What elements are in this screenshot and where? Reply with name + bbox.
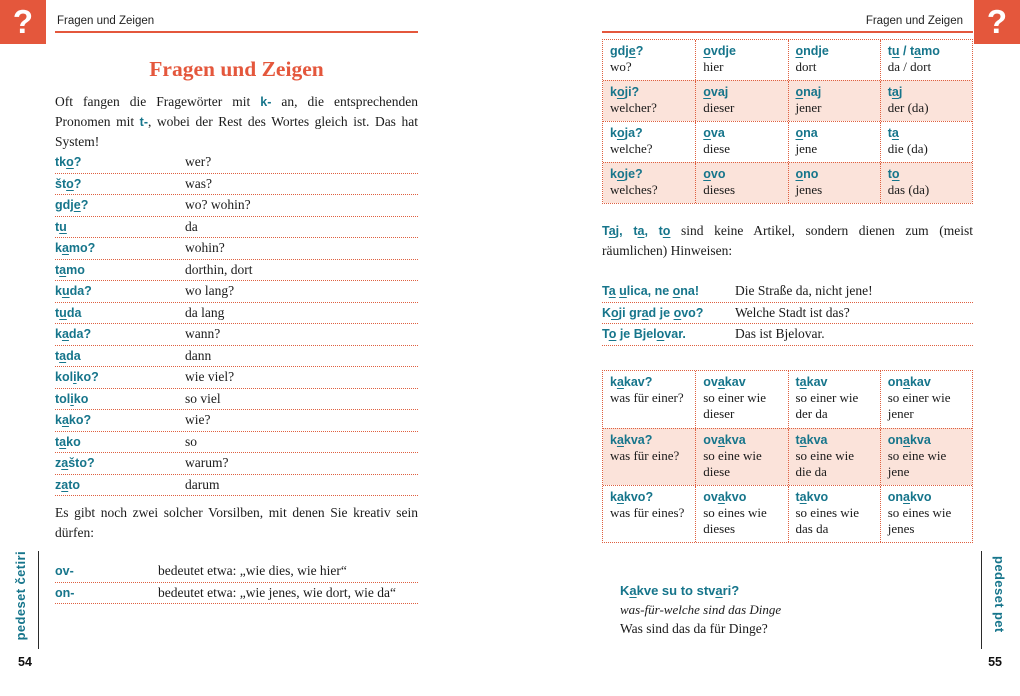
german-translation: dorthin, dort xyxy=(185,261,253,277)
question-mark-icon: ? xyxy=(986,3,1008,40)
croatian-term: kuda? xyxy=(55,284,92,298)
croatian-term: koje? xyxy=(610,167,643,181)
croatian-term: gdje? xyxy=(610,44,644,58)
german-translation: Das ist Bjelovar. xyxy=(735,326,825,341)
table-cell xyxy=(880,163,972,203)
question-mark-badge xyxy=(0,0,46,44)
table-row xyxy=(55,561,418,583)
german-translation: welche? xyxy=(610,141,653,156)
german-translation: wo? wohin? xyxy=(185,197,251,212)
german-translation: wohin? xyxy=(185,240,225,255)
word-for-word-gloss: was-für-welche sind das Dinge xyxy=(620,602,782,617)
croatian-term: takva xyxy=(795,433,828,447)
table-row xyxy=(603,40,972,80)
german-translation: so eines wie jenes xyxy=(887,505,952,536)
table-cell xyxy=(603,122,695,162)
croatian-term: onakvo xyxy=(887,490,932,504)
demonstrative-table xyxy=(602,39,973,204)
croatian-prefix: ov- xyxy=(55,564,74,578)
croatian-term: onakav xyxy=(887,375,931,389)
header-rule xyxy=(602,31,973,33)
table-row xyxy=(55,367,418,389)
german-translation: was? xyxy=(185,175,212,191)
german-translation: so eine wie die da xyxy=(795,448,854,479)
croatian-term: ovakav xyxy=(703,375,746,389)
table-cell xyxy=(603,429,695,485)
table-cell xyxy=(788,371,880,428)
croatian-term: to xyxy=(887,167,900,181)
german-translation: wo? xyxy=(610,59,632,74)
table-cell xyxy=(788,40,880,80)
table-cell xyxy=(880,371,972,428)
table-cell xyxy=(880,429,972,485)
table-row xyxy=(55,152,418,174)
question-mark-icon: ? xyxy=(12,3,34,40)
table-row xyxy=(603,121,972,162)
croatian-term: koji? xyxy=(610,85,640,99)
german-translation: diese xyxy=(703,141,730,156)
intro-text: , wobei der Rest des Wortes gleich ist. Das hat System! xyxy=(55,114,418,149)
table-cell xyxy=(603,371,695,428)
german-translation: da / dort xyxy=(887,59,932,74)
croatian-term: ovaj xyxy=(703,85,729,99)
table-row xyxy=(55,583,418,605)
table-row xyxy=(55,195,418,217)
croatian-term: tu / tamo xyxy=(887,44,940,58)
table-cell xyxy=(603,81,695,121)
margin-rule xyxy=(38,551,39,649)
croatian-term: tamo xyxy=(55,262,85,277)
margin-page-word: pedeset pet xyxy=(992,556,1007,633)
t-prefix-highlight: t- xyxy=(139,115,148,129)
croatian-term: tu xyxy=(55,219,67,234)
intro-text: Oft fangen die Fragewörter mit xyxy=(55,94,261,109)
outro-paragraph: Es gibt noch zwei solcher Vorsilben, mit denen Sie kreativ sein dürfen: xyxy=(55,505,418,540)
table-cell xyxy=(695,486,787,542)
running-head: Fragen und Zeigen xyxy=(865,15,963,27)
note-paragraph xyxy=(602,221,973,261)
german-translation: was für eine? xyxy=(610,448,680,463)
croatian-term: kakav? xyxy=(610,375,653,389)
table-row xyxy=(603,371,972,428)
croatian-term: ona xyxy=(795,126,818,140)
table-row xyxy=(55,475,418,497)
kakav-table xyxy=(602,370,973,543)
german-translation: so eine wie diese xyxy=(703,448,762,479)
table-row xyxy=(55,281,418,303)
croatian-sentence: To je Bjelovar. xyxy=(602,327,686,341)
croatian-term: kakva? xyxy=(610,433,653,447)
croatian-term: taj xyxy=(887,85,903,99)
german-translation: Die Straße da, nicht jene! xyxy=(735,283,873,298)
table-row xyxy=(55,174,418,196)
table-row xyxy=(55,324,418,346)
german-translation: so eine wie jene xyxy=(887,448,947,479)
german-translation: so eines wie dieses xyxy=(703,505,767,536)
table-cell xyxy=(880,40,972,80)
croatian-term: koja? xyxy=(610,126,643,140)
german-translation: darum xyxy=(185,476,220,492)
table-row xyxy=(55,432,418,454)
german-translation: jenes xyxy=(795,182,823,197)
table-cell xyxy=(695,429,787,485)
german-translation: was für einer? xyxy=(610,390,684,405)
croatian-term: zašto? xyxy=(55,456,95,470)
croatian-term: kada? xyxy=(55,327,92,341)
german-translation: wann? xyxy=(185,326,221,341)
german-translation: wo lang? xyxy=(185,283,235,298)
page-title: Fragen und Zeigen xyxy=(149,57,324,81)
table-cell xyxy=(880,122,972,162)
croatian-term: zato xyxy=(55,477,81,492)
german-translation: Welche Stadt ist das? xyxy=(735,304,850,320)
croatian-term: što? xyxy=(55,176,82,191)
german-translation: bedeutet etwa: „wie dies, wie hier“ xyxy=(158,563,347,578)
question-mark-badge xyxy=(974,0,1020,44)
table-cell xyxy=(695,122,787,162)
croatian-term: ovo xyxy=(703,167,726,181)
croatian-term: takvo xyxy=(795,490,829,504)
german-translation: da lang xyxy=(185,304,225,320)
table-cell xyxy=(880,486,972,542)
german-translation: wie? xyxy=(185,412,211,427)
table-cell xyxy=(788,429,880,485)
croatian-term: kamo? xyxy=(55,241,96,255)
german-translation: das (da) xyxy=(887,182,930,197)
intro-paragraph xyxy=(55,92,418,152)
german-translation: welcher? xyxy=(610,100,657,115)
croatian-term: onakva xyxy=(887,433,931,447)
taj-ta-to-highlight: Taj, ta, to xyxy=(602,224,671,238)
croatian-term: tuda xyxy=(55,305,82,320)
table-row xyxy=(602,281,973,303)
margin-rule xyxy=(981,551,982,649)
german-translation: welches? xyxy=(610,182,658,197)
croatian-term: toliko xyxy=(55,391,89,406)
table-row xyxy=(602,324,973,346)
german-translation: wer? xyxy=(185,154,212,169)
table-cell xyxy=(788,122,880,162)
croatian-term: ovakva xyxy=(703,433,746,447)
table-row xyxy=(55,260,418,282)
german-translation: dieser xyxy=(703,100,735,115)
question-word-table xyxy=(55,152,418,496)
example-sentence-table xyxy=(602,281,973,346)
croatian-term: kako? xyxy=(55,413,92,427)
table-cell xyxy=(788,163,880,203)
croatian-prefix: on- xyxy=(55,585,75,600)
german-translation: dieses xyxy=(703,182,736,197)
croatian-term: gdje? xyxy=(55,198,89,212)
german-translation: so xyxy=(185,433,198,449)
table-cell xyxy=(788,486,880,542)
german-translation: jener xyxy=(795,100,822,115)
croatian-sentence: Ta ulica, ne ona! xyxy=(602,284,700,298)
table-cell xyxy=(603,40,695,80)
croatian-term: ovdje xyxy=(703,44,736,58)
german-translation: da xyxy=(185,218,198,234)
german-translation: dort xyxy=(795,59,817,74)
croatian-term: tako xyxy=(55,434,81,449)
german-translation: warum? xyxy=(185,455,229,470)
table-row xyxy=(55,346,418,368)
table-row xyxy=(603,162,972,203)
prefix-table xyxy=(55,561,418,604)
table-cell xyxy=(695,163,787,203)
page-number: 55 xyxy=(988,655,1002,669)
croatian-term: ova xyxy=(703,126,725,140)
croatian-sentence: Koji grad je ovo? xyxy=(602,305,704,320)
page-number: 54 xyxy=(18,655,32,669)
german-translation: der (da) xyxy=(887,100,929,115)
table-row xyxy=(603,485,972,542)
croatian-term: ono xyxy=(795,167,819,181)
table-row xyxy=(603,428,972,485)
table-row xyxy=(602,303,973,325)
table-cell xyxy=(788,81,880,121)
german-translation: dann xyxy=(185,347,212,363)
german-translation: so eines wie das da xyxy=(795,505,860,536)
intro-text: an, die entsprechenden Pronomen mit xyxy=(55,94,418,129)
closing-example xyxy=(620,581,781,638)
croatian-term: tko? xyxy=(55,155,82,169)
note-text: sind keine Artikel, sondern dienen zum (meist räumlichen) Hinweisen: xyxy=(602,223,973,258)
table-cell xyxy=(695,371,787,428)
croatian-term: kakvo? xyxy=(610,490,654,504)
german-translation: jene xyxy=(795,141,818,156)
table-row xyxy=(55,389,418,411)
german-translation: bedeutet etwa: „wie jenes, wie dort, wie da“ xyxy=(158,584,397,600)
german-translation: was für eines? xyxy=(610,505,685,520)
german-translation: so einer wie jener xyxy=(887,390,951,421)
croatian-term: ovakvo xyxy=(703,490,747,504)
table-cell xyxy=(695,81,787,121)
croatian-term: ta xyxy=(887,126,899,140)
page-right xyxy=(510,0,1020,696)
table-row xyxy=(55,217,418,239)
table-cell xyxy=(880,81,972,121)
table-cell xyxy=(603,486,695,542)
croatian-term: takav xyxy=(795,375,828,389)
table-row xyxy=(55,410,418,432)
croatian-term: onaj xyxy=(795,85,822,99)
german-translation: die (da) xyxy=(887,141,928,156)
table-cell xyxy=(695,40,787,80)
table-row xyxy=(55,238,418,260)
header-rule xyxy=(55,31,418,33)
german-translation: so viel xyxy=(185,390,221,406)
k-prefix-highlight: k- xyxy=(260,95,272,109)
margin-page-word: pedeset četiri xyxy=(13,551,28,641)
table-row xyxy=(603,80,972,121)
croatian-term: ondje xyxy=(795,44,829,58)
german-translation: so einer wie dieser xyxy=(703,390,767,421)
german-translation: so einer wie der da xyxy=(795,390,859,421)
table-cell xyxy=(603,163,695,203)
croatian-term: tada xyxy=(55,348,81,363)
running-head: Fragen und Zeigen xyxy=(57,15,155,27)
table-row xyxy=(55,453,418,475)
german-translation: hier xyxy=(703,59,724,74)
german-translation: Was sind das da für Dinge? xyxy=(620,621,768,636)
croatian-sentence: Kakve su to stvari? xyxy=(620,583,740,598)
croatian-term: koliko? xyxy=(55,370,99,384)
table-row xyxy=(55,303,418,325)
german-translation: wie viel? xyxy=(185,369,235,384)
